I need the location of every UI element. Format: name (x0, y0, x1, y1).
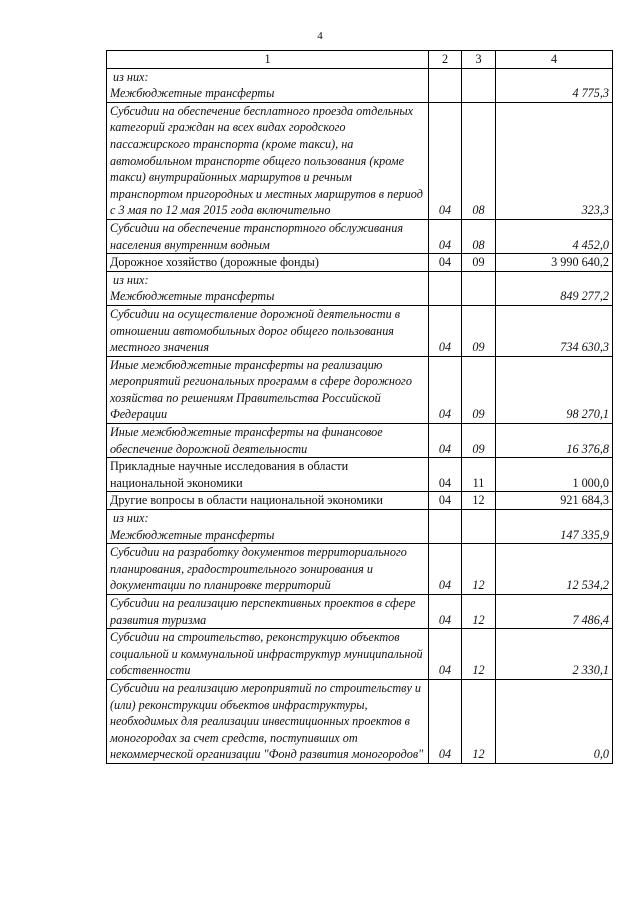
row-label: Субсидии на обеспечение бесплатного проезда отдельных категорий граждан на всех видах городского пассажирского транспорта (кроме такси), на автомобильном транспорте общего пользования (кроме такси) внутрирайонных маршрутов и речным транспортом пригородных и местных маршрутов в период с 3 мая по 12 мая 2015 года включительно (110, 103, 423, 218)
page-number: 4 (317, 30, 323, 42)
row-section-code: 04 (429, 305, 462, 356)
row-name (107, 629, 429, 680)
header-row (107, 51, 613, 69)
row-section-code: 04 (429, 492, 462, 510)
row-section-code (429, 510, 462, 544)
row-amount: 4 452,0 (496, 219, 613, 253)
table-row (107, 305, 613, 356)
row-amount: 147 335,9 (496, 510, 613, 544)
row-section-code: 04 (429, 679, 462, 763)
row-amount: 2 330,1 (496, 629, 613, 680)
row-subsection-code: 08 (462, 102, 496, 219)
budget-table (106, 50, 613, 764)
row-name (107, 254, 429, 272)
row-label: Иные межбюджетные трансферты на реализацию мероприятий региональных программ в сфере дорожного хозяйства по решениям Правительства Российской Федерации (110, 357, 412, 422)
table-row (107, 356, 613, 423)
row-name (107, 679, 429, 763)
row-section-code: 04 (429, 102, 462, 219)
row-name (107, 544, 429, 595)
header-col-1: 1 (107, 51, 429, 69)
row-section-code: 04 (429, 629, 462, 680)
row-name (107, 271, 429, 305)
row-subsection-code (462, 510, 496, 544)
row-section-code: 04 (429, 356, 462, 423)
row-subsection-code: 09 (462, 305, 496, 356)
row-name (107, 102, 429, 219)
table-row (107, 492, 613, 510)
row-name (107, 219, 429, 253)
header-col-2: 2 (429, 51, 462, 69)
row-amount: 921 684,3 (496, 492, 613, 510)
row-name (107, 305, 429, 356)
row-label: Прикладные научные исследования в области национальной экономики (110, 459, 349, 490)
row-section-code: 04 (429, 544, 462, 595)
row-amount: 323,3 (496, 102, 613, 219)
row-name (107, 356, 429, 423)
row-name (107, 68, 429, 102)
table-row (107, 629, 613, 680)
row-subsection-code (462, 271, 496, 305)
row-label: Субсидии на осуществление дорожной деятельности в отношении автомобильных дорог общего пользования местного значения (110, 306, 401, 355)
row-label: Субсидии на реализацию мероприятий по строительству и (или) реконструкции объектов инфраструктуры, необходимых для реализации инвестиционных проектов в моногородах за счет средств, поступивших от некоммерческой организации "Фонд развития моногородов" (110, 680, 424, 762)
row-amount: 849 277,2 (496, 271, 613, 305)
row-label: Межбюджетные трансферты (110, 289, 275, 304)
row-section-code: 04 (429, 254, 462, 272)
row-amount: 3 990 640,2 (496, 254, 613, 272)
table-row (107, 254, 613, 272)
row-subsection-code: 12 (462, 492, 496, 510)
row-subsection-code: 09 (462, 356, 496, 423)
row-subsection-code: 09 (462, 424, 496, 458)
table-row (107, 679, 613, 763)
row-amount: 16 376,8 (496, 424, 613, 458)
table-row (107, 219, 613, 253)
row-amount: 12 534,2 (496, 544, 613, 595)
table-row (107, 510, 613, 544)
row-amount: 0,0 (496, 679, 613, 763)
row-label: Иные межбюджетные трансферты на финансовое обеспечение дорожной деятельности (110, 425, 383, 456)
row-section-code (429, 68, 462, 102)
row-section-code: 04 (429, 424, 462, 458)
row-amount: 734 630,3 (496, 305, 613, 356)
table-row (107, 102, 613, 219)
row-subsection-code: 09 (462, 254, 496, 272)
row-label: Другие вопросы в области национальной экономики (110, 493, 383, 508)
row-label: Межбюджетные трансферты (110, 86, 275, 101)
row-subsection-code: 11 (462, 458, 496, 492)
row-section-code (429, 271, 462, 305)
row-amount: 98 270,1 (496, 356, 613, 423)
row-label: Межбюджетные трансферты (110, 527, 275, 542)
row-section-code: 04 (429, 595, 462, 629)
table-row (107, 271, 613, 305)
row-label: Субсидии на обеспечение транспортного обслуживания населения внутренним водным (110, 220, 403, 252)
row-name (107, 595, 429, 629)
row-amount: 4 775,3 (496, 68, 613, 102)
table-row (107, 458, 613, 492)
table-row (107, 424, 613, 458)
row-name (107, 492, 429, 510)
header-col-3: 3 (462, 51, 496, 69)
row-subsection-code: 12 (462, 544, 496, 595)
row-amount: 7 486,4 (496, 595, 613, 629)
row-section-code: 04 (429, 458, 462, 492)
table-row (107, 544, 613, 595)
row-label: Субсидии на строительство, реконструкцию объектов социальной и коммунальной инфраструктур муниципальной собственности (110, 630, 423, 678)
row-label: Субсидии на разработку документов территориального планирования, градостроительного зонирования и документации по планировке территорий (110, 545, 407, 593)
table-row (107, 68, 613, 102)
table-body (107, 68, 613, 763)
row-name (107, 510, 429, 544)
row-label: Дорожное хозяйство (дорожные фонды) (110, 255, 319, 270)
row-amount: 1 000,0 (496, 458, 613, 492)
row-subsection-code (462, 68, 496, 102)
header-col-4: 4 (496, 51, 613, 69)
row-subsection-code: 12 (462, 595, 496, 629)
row-subheading: из них: (113, 272, 149, 287)
row-subsection-code: 08 (462, 219, 496, 253)
row-label: Субсидии на реализацию перспективных проектов в сфере развития туризма (110, 596, 416, 627)
row-section-code: 04 (429, 219, 462, 253)
row-subsection-code: 12 (462, 629, 496, 680)
row-subsection-code: 12 (462, 679, 496, 763)
row-subheading: из них: (113, 511, 149, 526)
row-subheading: из них: (113, 69, 149, 84)
row-name (107, 458, 429, 492)
row-name (107, 424, 429, 458)
table-row (107, 595, 613, 629)
